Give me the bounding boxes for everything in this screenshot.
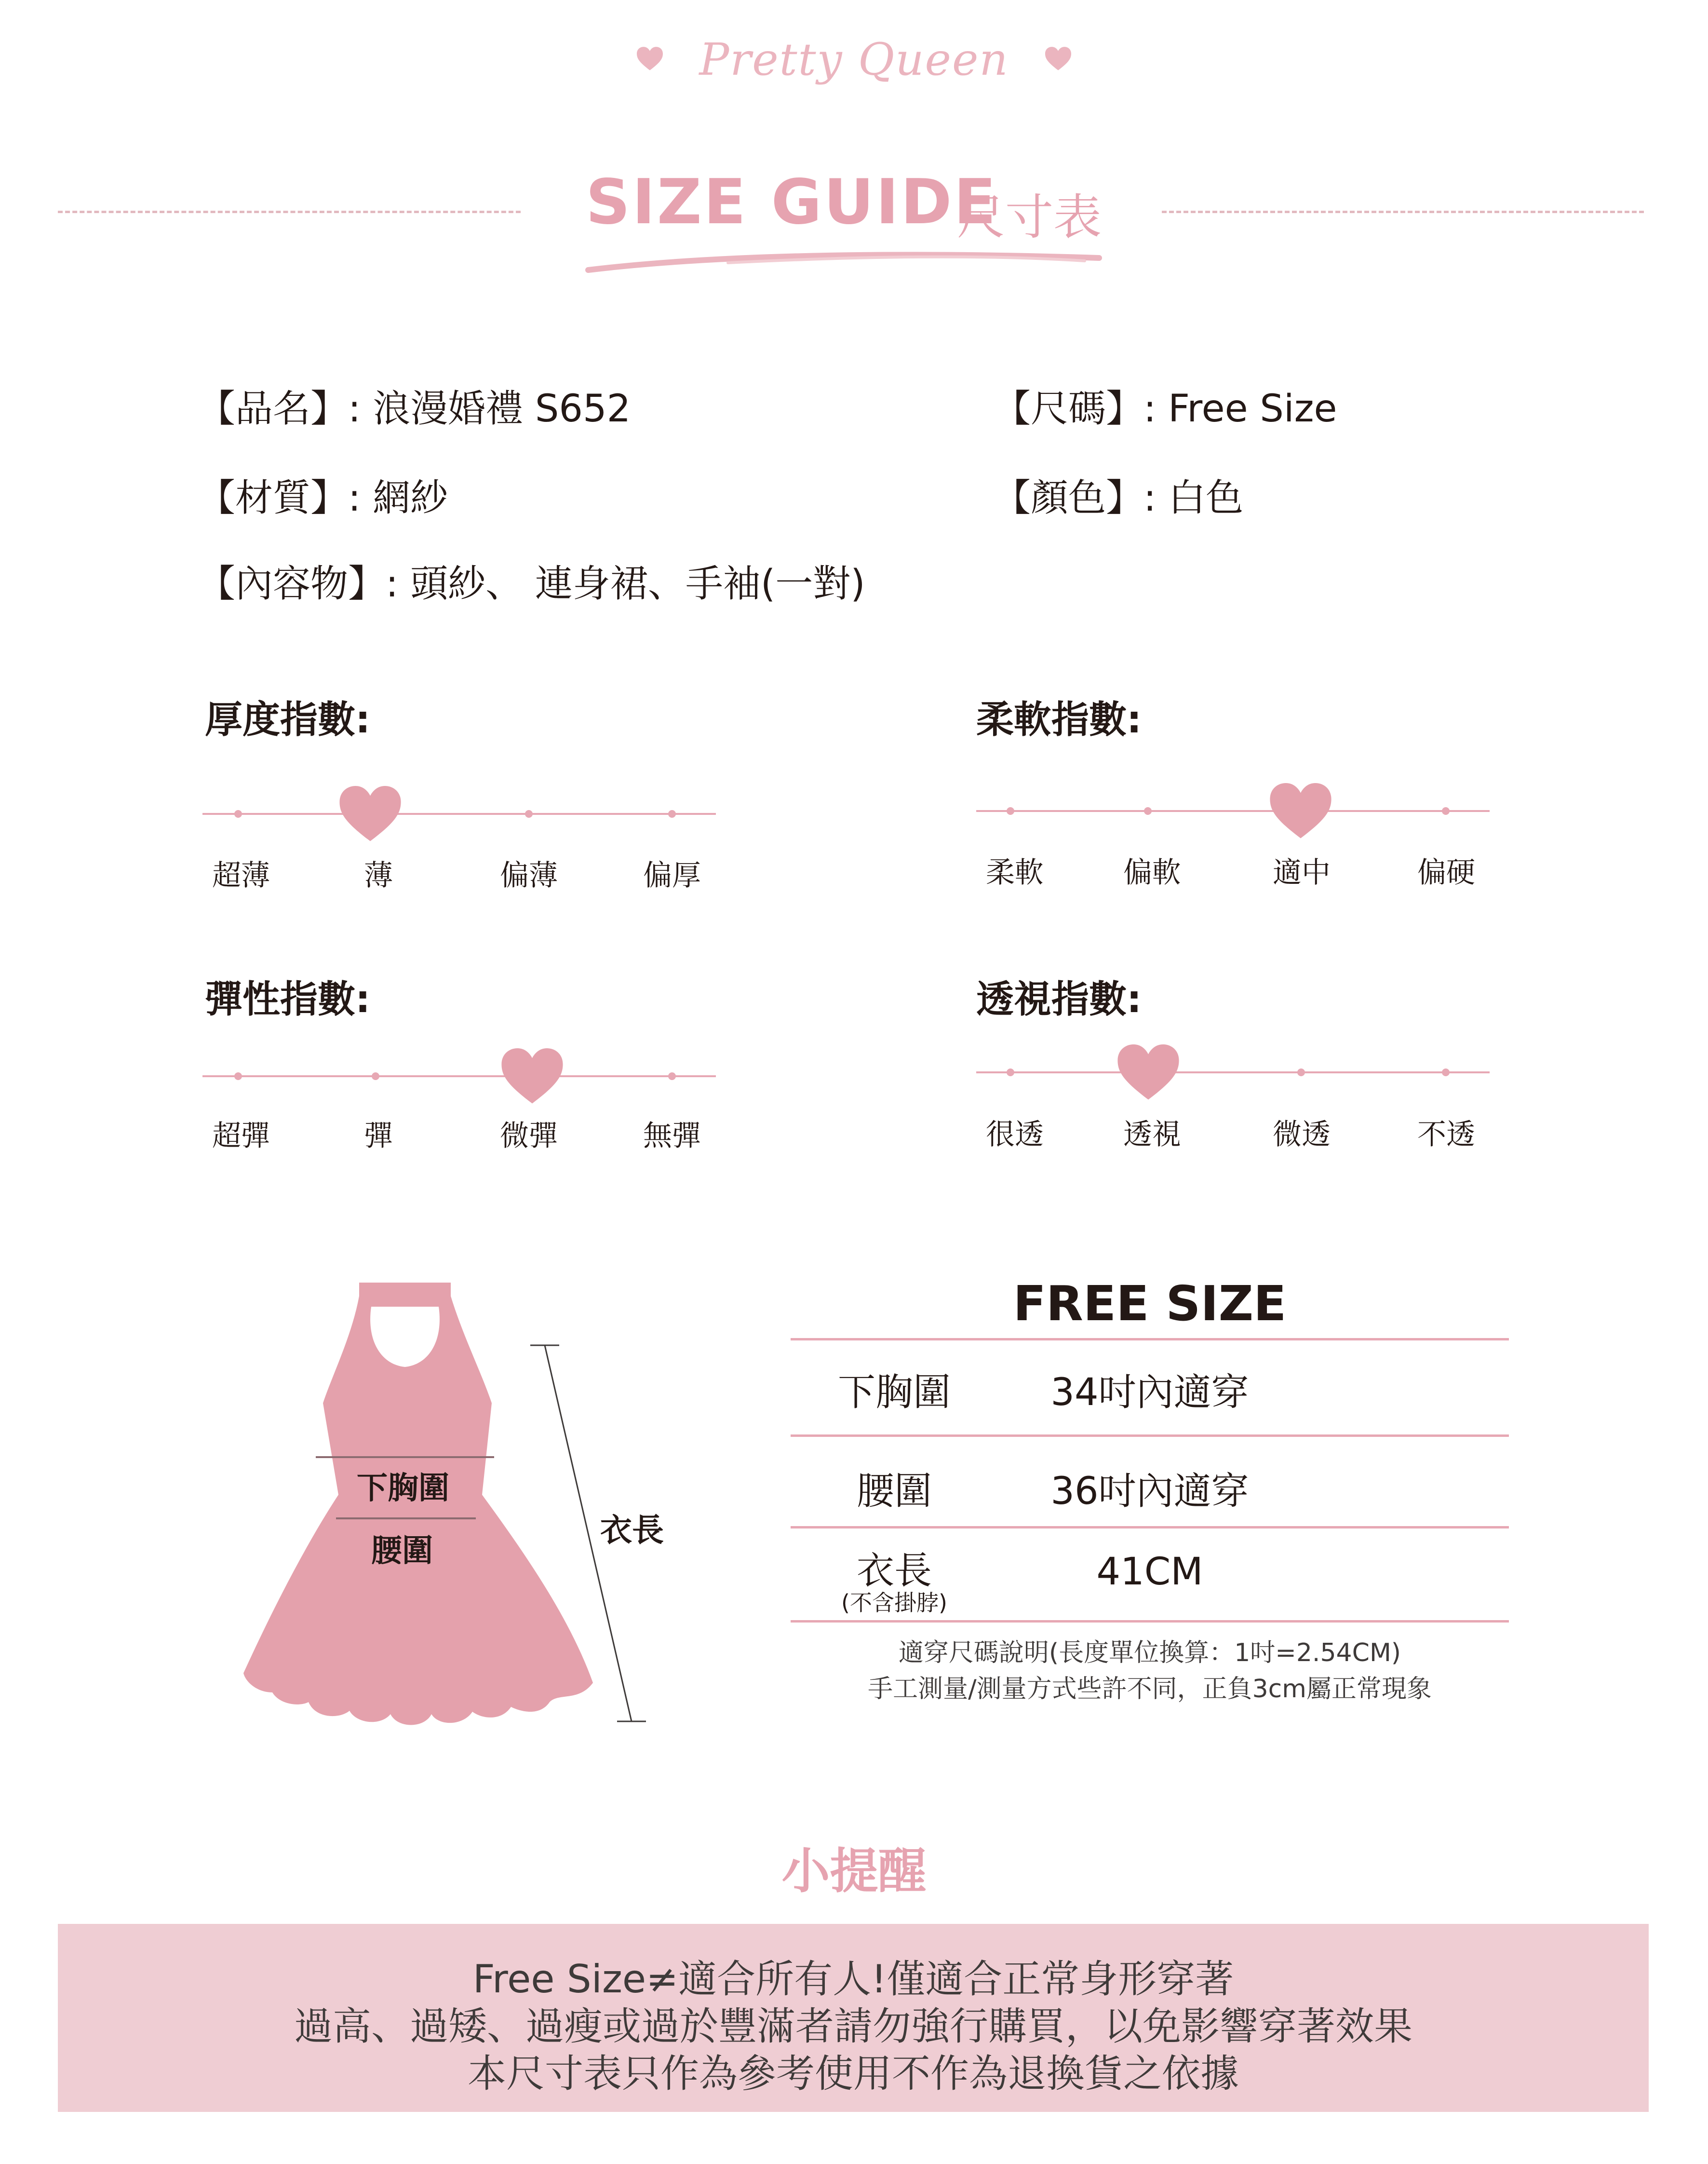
softness-index-title: 柔軟指數: <box>976 698 1142 742</box>
transparency-label: 透視 <box>1123 1118 1181 1151</box>
reminder-line: 過高、過矮、過瘦或過於豐滿者請勿強行購買，以免影響穿著效果 <box>294 2004 1412 2049</box>
thickness-index-title: 厚度指數: <box>205 698 371 742</box>
transparency-label: 不透 <box>1417 1118 1475 1151</box>
elasticity-label: 彈 <box>364 1119 393 1153</box>
scale-dot <box>1007 807 1014 815</box>
diagram-length-label: 衣長 <box>600 1512 664 1549</box>
table-divider <box>791 1526 1509 1528</box>
dashed-divider-right <box>1162 211 1644 213</box>
softness-label: 柔軟 <box>986 856 1044 890</box>
row-value-length: 41CM <box>1096 1550 1203 1594</box>
scale-dot <box>668 810 676 818</box>
size-note-2: 手工測量/測量方式些許不同，正負3cm屬正常現象 <box>868 1675 1432 1704</box>
page-title-zh: 尺寸表 <box>957 189 1102 245</box>
transparency-index-title: 透視指數: <box>976 978 1142 1021</box>
heart-icon <box>637 47 663 73</box>
product-size: 【尺碼】: Free Size <box>993 387 1337 431</box>
reminder-line: Free Size≠適合所有人!僅適合正常身形穿著 <box>472 1957 1234 2002</box>
product-material: 【材質】: 網紗 <box>198 476 448 520</box>
scale-dot <box>668 1072 676 1080</box>
scale-dot <box>234 1072 242 1080</box>
product-name: 【品名】: 浪漫婚禮 S652 <box>198 387 631 431</box>
scale-dot <box>372 1072 379 1080</box>
row-label-bust: 下胸圍 <box>837 1371 951 1414</box>
scale-dot <box>1442 1068 1450 1076</box>
softness-scale-line <box>976 810 1490 812</box>
transparency-label: 微透 <box>1273 1118 1331 1151</box>
table-divider <box>791 1338 1509 1340</box>
scale-dot <box>1442 807 1450 815</box>
thickness-label: 偏厚 <box>643 859 701 893</box>
heart-selector-icon <box>339 786 402 842</box>
elasticity-label: 超彈 <box>212 1119 270 1153</box>
title-brush-underline <box>583 243 1104 277</box>
size-note-1: 適穿尺碼說明(長度單位換算：1吋=2.54CM) <box>898 1638 1401 1667</box>
thickness-scale-line <box>202 813 716 815</box>
heart-selector-icon <box>1117 1044 1180 1101</box>
heart-selector-icon <box>1269 783 1332 839</box>
softness-label: 偏軟 <box>1123 856 1181 890</box>
thickness-label: 薄 <box>364 859 393 893</box>
page-title: SIZE GUIDE <box>586 166 998 238</box>
row-value-bust: 34吋內適穿 <box>1050 1371 1249 1414</box>
transparency-scale-line <box>976 1071 1490 1073</box>
size-table-title: FREE SIZE <box>1013 1275 1287 1332</box>
thickness-label: 超薄 <box>212 859 270 893</box>
table-divider <box>791 1434 1509 1437</box>
scale-dot <box>1297 1068 1305 1076</box>
scale-dot <box>234 810 242 818</box>
heart-icon <box>1045 47 1071 73</box>
product-contents: 【內容物】: 頭紗、 連身裙、手袖(一對) <box>198 562 865 606</box>
thickness-label: 偏薄 <box>500 859 558 893</box>
diagram-bust-label: 下胸圍 <box>357 1471 449 1506</box>
elasticity-index-title: 彈性指數: <box>205 978 371 1021</box>
row-sublabel-length: (不含掛脖) <box>841 1590 947 1616</box>
brand-logo-text: Pretty Queen <box>699 34 1009 85</box>
table-divider <box>791 1620 1509 1623</box>
row-value-waist: 36吋內適穿 <box>1050 1470 1249 1513</box>
softness-label: 適中 <box>1273 856 1331 890</box>
row-label-waist: 腰圍 <box>856 1470 932 1513</box>
elasticity-label: 微彈 <box>500 1119 558 1153</box>
product-color: 【顏色】: 白色 <box>993 476 1244 520</box>
brand-header <box>0 34 1708 101</box>
scale-dot <box>1007 1068 1014 1076</box>
elasticity-scale-line <box>202 1075 716 1077</box>
transparency-label: 很透 <box>986 1118 1044 1151</box>
waist-measure-line <box>336 1517 476 1519</box>
bust-measure-line <box>316 1456 494 1458</box>
heart-selector-icon <box>501 1048 564 1105</box>
reminder-line: 本尺寸表只作為參考使用不作為退換貨之依據 <box>468 2051 1239 2096</box>
softness-label: 偏硬 <box>1417 856 1475 890</box>
dashed-divider-left <box>58 211 521 213</box>
reminder-title: 小提醒 <box>781 1843 927 1899</box>
row-label-length: 衣長 <box>856 1549 932 1593</box>
scale-dot <box>1144 807 1152 815</box>
scale-dot <box>525 810 533 818</box>
diagram-waist-label: 腰圍 <box>371 1533 433 1569</box>
elasticity-label: 無彈 <box>643 1119 701 1153</box>
reminder-banner <box>58 1924 1649 2112</box>
